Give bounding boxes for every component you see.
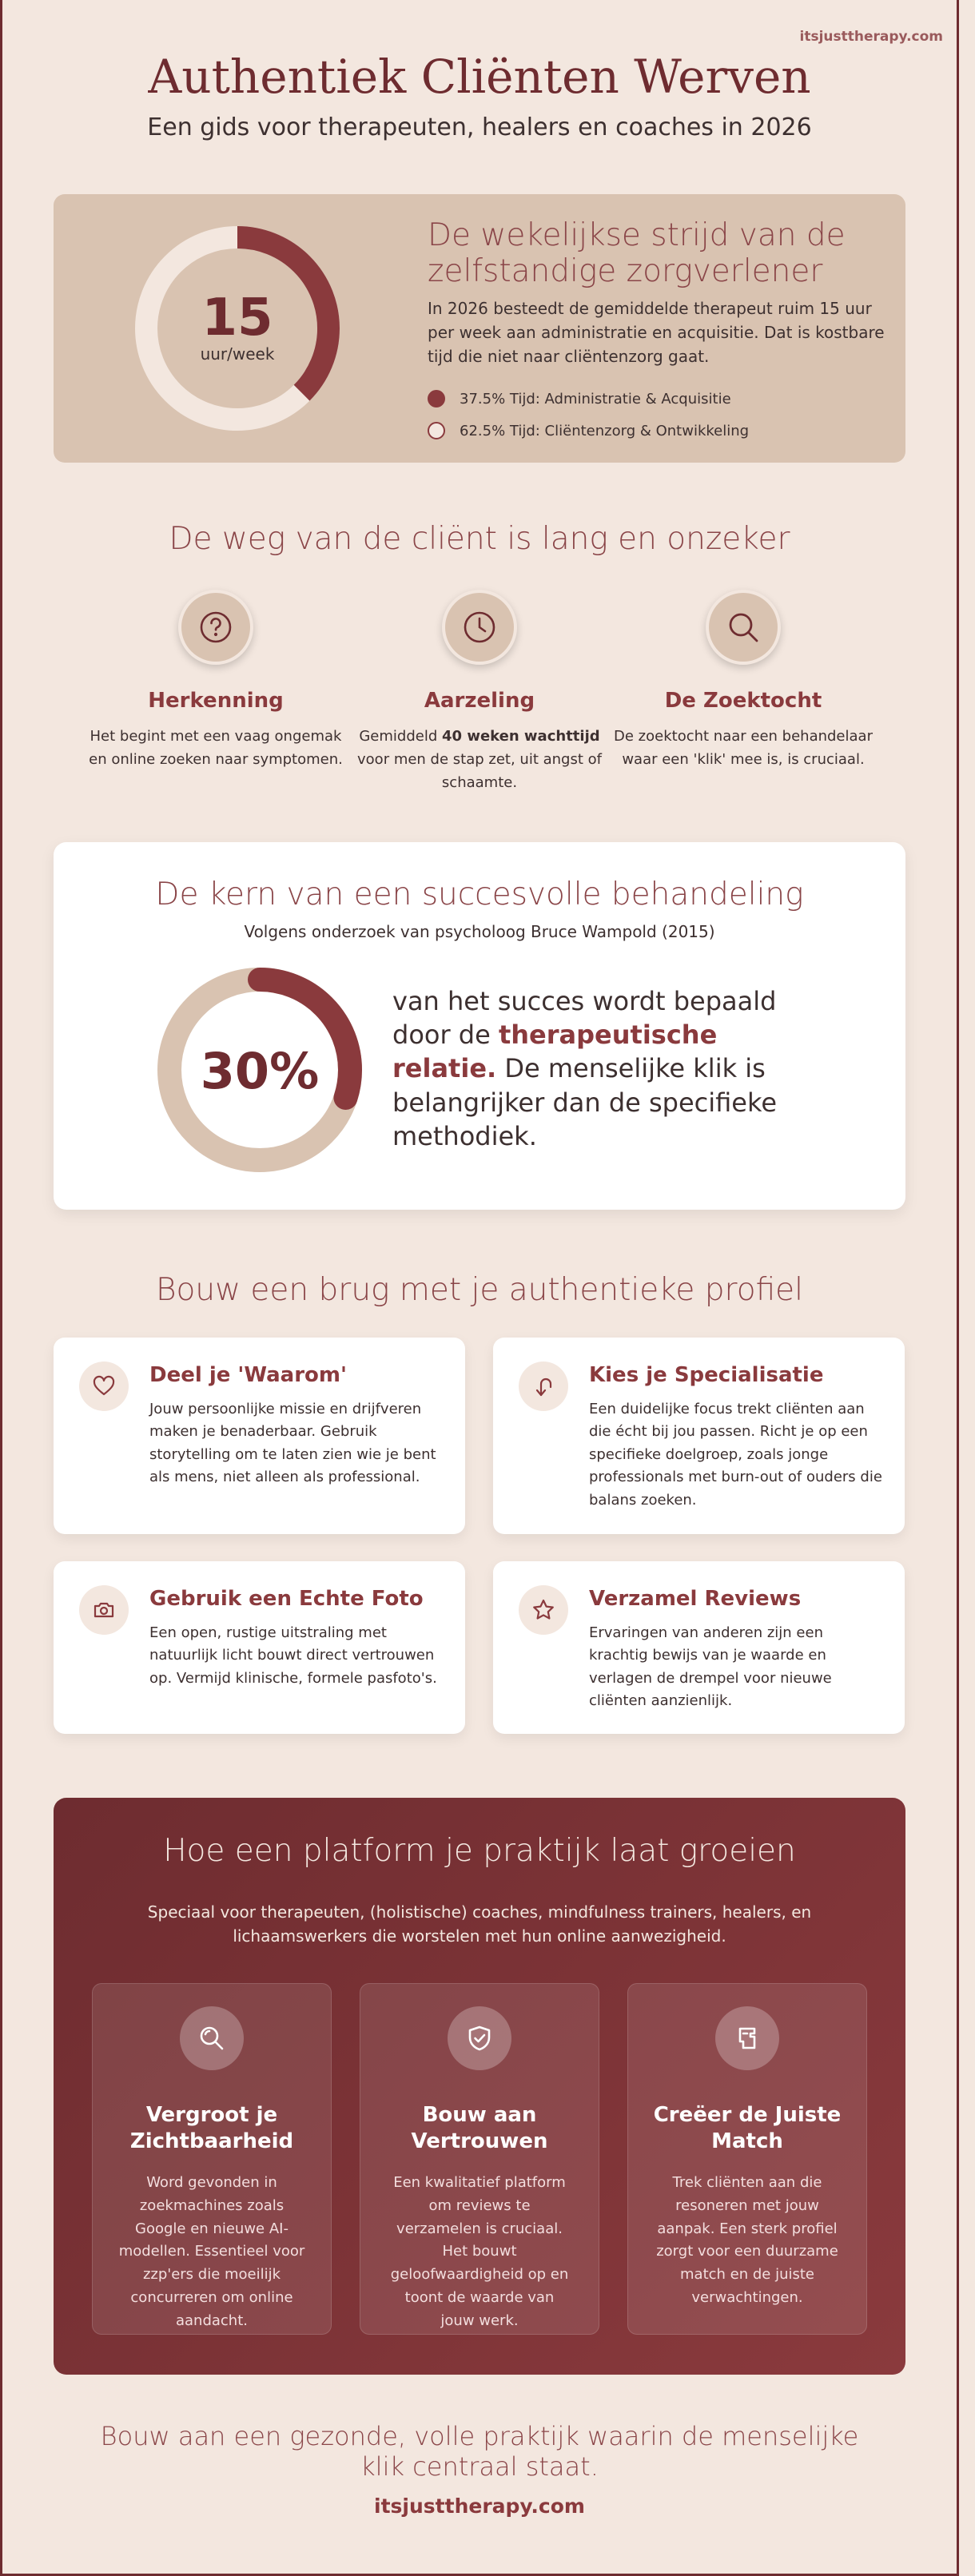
shield-check-icon (448, 2006, 511, 2070)
card-text: Een open, rustige uitstraling met natuurlijk licht bouwt direct vertrouwen op. Vermijd klinische, formele pasfoto's. (149, 1624, 437, 1687)
star-icon (519, 1585, 568, 1635)
hours-unit: uur/week (200, 344, 275, 364)
journey-title: De weg van de cliënt is lang en onzeker (169, 521, 790, 557)
stat-title: De wekelijkse strijd van de zelfstandige zorgverlener (428, 217, 846, 289)
page-title: Authentiek Cliënten Werven (148, 50, 811, 104)
footer-site-link[interactable]: itsjusttherapy.com (374, 2495, 585, 2518)
core-percent: 30% (200, 1042, 320, 1100)
card-title: Verzamel Reviews (589, 1587, 802, 1611)
step-aarzeling (348, 590, 611, 794)
stat-description: In 2026 besteedt de gemiddelde therapeut ruim 15 uur per week aan administratie en acquisitie. Dat is kostbare tijd die niet naar cliëntenzorg gaat. (428, 299, 885, 366)
donut-legend (428, 383, 749, 447)
platform-section (54, 1798, 905, 2375)
legend-label-admin: 37.5% Tijd: Administratie & Acquisitie (460, 390, 731, 407)
question-icon (178, 590, 253, 665)
hours-number: 15 (201, 288, 273, 348)
card-text: Jouw persoonlijke missie en drijfveren maken je benaderbaar. Gebruik storytelling om te laten zien wie je bent als mens, niet alleen als professional. (149, 1401, 436, 1486)
core-subtitle: Volgens onderzoek van psycholoog Bruce Wampold (2015) (244, 922, 715, 941)
clock-icon (442, 590, 517, 665)
specialize-arrow-icon (519, 1362, 568, 1411)
step-herkenning (84, 590, 348, 772)
platform-subtitle: Speciaal voor therapeuten, (holistische) coaches, mindfulness trainers, healers, en lichaamswerkers die worstelen met hun online aanwezigheid. (147, 1902, 812, 1946)
search-icon (706, 590, 781, 665)
camera-icon (79, 1585, 129, 1635)
page-subtitle: Een gids voor therapeuten, healers en coaches in 2026 (147, 113, 812, 141)
feature-text: Word gevonden in zoekmachines zoals Google en nieuwe AI-modellen. Essentieel voor zzp'ers die moeilijk concurreren om online aandacht. (118, 2174, 305, 2329)
legend-item-admin (428, 383, 749, 415)
profile-card-reviews (493, 1561, 905, 1734)
step-text: De zoektocht naar een behandelaar waar een 'klik' mee is, is cruciaal. (614, 728, 873, 768)
card-title: Gebruik een Echte Foto (149, 1587, 424, 1611)
site-link-top[interactable]: itsjusttherapy.com (799, 29, 943, 45)
profile-card-specialisatie (493, 1338, 905, 1534)
legend-dot-care (428, 422, 445, 439)
feature-match (627, 1983, 867, 2335)
feature-title: Bouw aan Vertrouwen (411, 2103, 548, 2153)
step-title: Herkenning (148, 689, 284, 713)
card-text: Ervaringen van anderen zijn een krachtig bewijs van je waarde en verlagen de drempel voor nieuwe cliënten aanzienlijk. (589, 1624, 832, 1710)
legend-dot-admin (428, 390, 445, 407)
card-text: Een duidelijke focus trekt cliënten aan die écht bij jou passen. Richt je op een specifieke doelgroep, zoals jonge professionals met burn-out of ouders die balans zoeken. (589, 1401, 882, 1509)
profile-card-foto (54, 1561, 465, 1734)
step-title: De Zoektocht (664, 689, 822, 713)
magnifier-icon (180, 2006, 244, 2070)
step-title: Aarzeling (424, 689, 535, 713)
platform-title: Hoe een platform je praktijk laat groeien (163, 1833, 796, 1869)
legend-item-care (428, 415, 749, 447)
step-text: Het begint met een vaag ongemak en online zoeken naar symptomen. (89, 728, 343, 768)
feature-zichtbaarheid (92, 1983, 332, 2335)
weekly-struggle-card (54, 194, 905, 463)
feature-vertrouwen (360, 1983, 599, 2335)
feature-text: Een kwalitatief platform om reviews te verzamelen is cruciaal. Het bouwt geloofwaardigheid op en toont de waarde van jouw werk. (390, 2174, 569, 2329)
step-text: Gemiddeld 40 weken wachttijd voor men de stap zet, uit angst of schaamte. (357, 728, 602, 791)
legend-label-care: 62.5% Tijd: Cliëntenzorg & Ontwikkeling (460, 422, 750, 439)
profile-card-waarom (54, 1338, 465, 1534)
profile-title: Bouw een brug met je authentieke profiel (156, 1272, 803, 1308)
step-zoektocht (611, 590, 875, 772)
card-title: Deel je 'Waarom' (149, 1363, 347, 1387)
puzzle-icon (715, 2006, 779, 2070)
core-title: De kern van een succesvolle behandeling (155, 877, 804, 912)
footer-text: Bouw aan een gezonde, volle praktijk waarin de menselijke klik centraal staat. (100, 2421, 859, 2483)
core-success-card (54, 842, 905, 1210)
card-title: Kies je Specialisatie (589, 1363, 824, 1387)
feature-title: Creëer de Juiste Match (653, 2103, 842, 2153)
core-text: van het succes wordt bepaald door de therapeutische relatie. De menselijke klik is belangrijker dan de specifieke methodiek. (392, 986, 778, 1151)
feature-title: Vergroot je Zichtbaarheid (129, 2103, 294, 2153)
heart-icon (79, 1362, 129, 1411)
feature-text: Trek cliënten aan die resoneren met jouw aanpak. Een sterk profiel zorgt voor een duurzame match en de juiste verwachtingen. (656, 2174, 838, 2306)
